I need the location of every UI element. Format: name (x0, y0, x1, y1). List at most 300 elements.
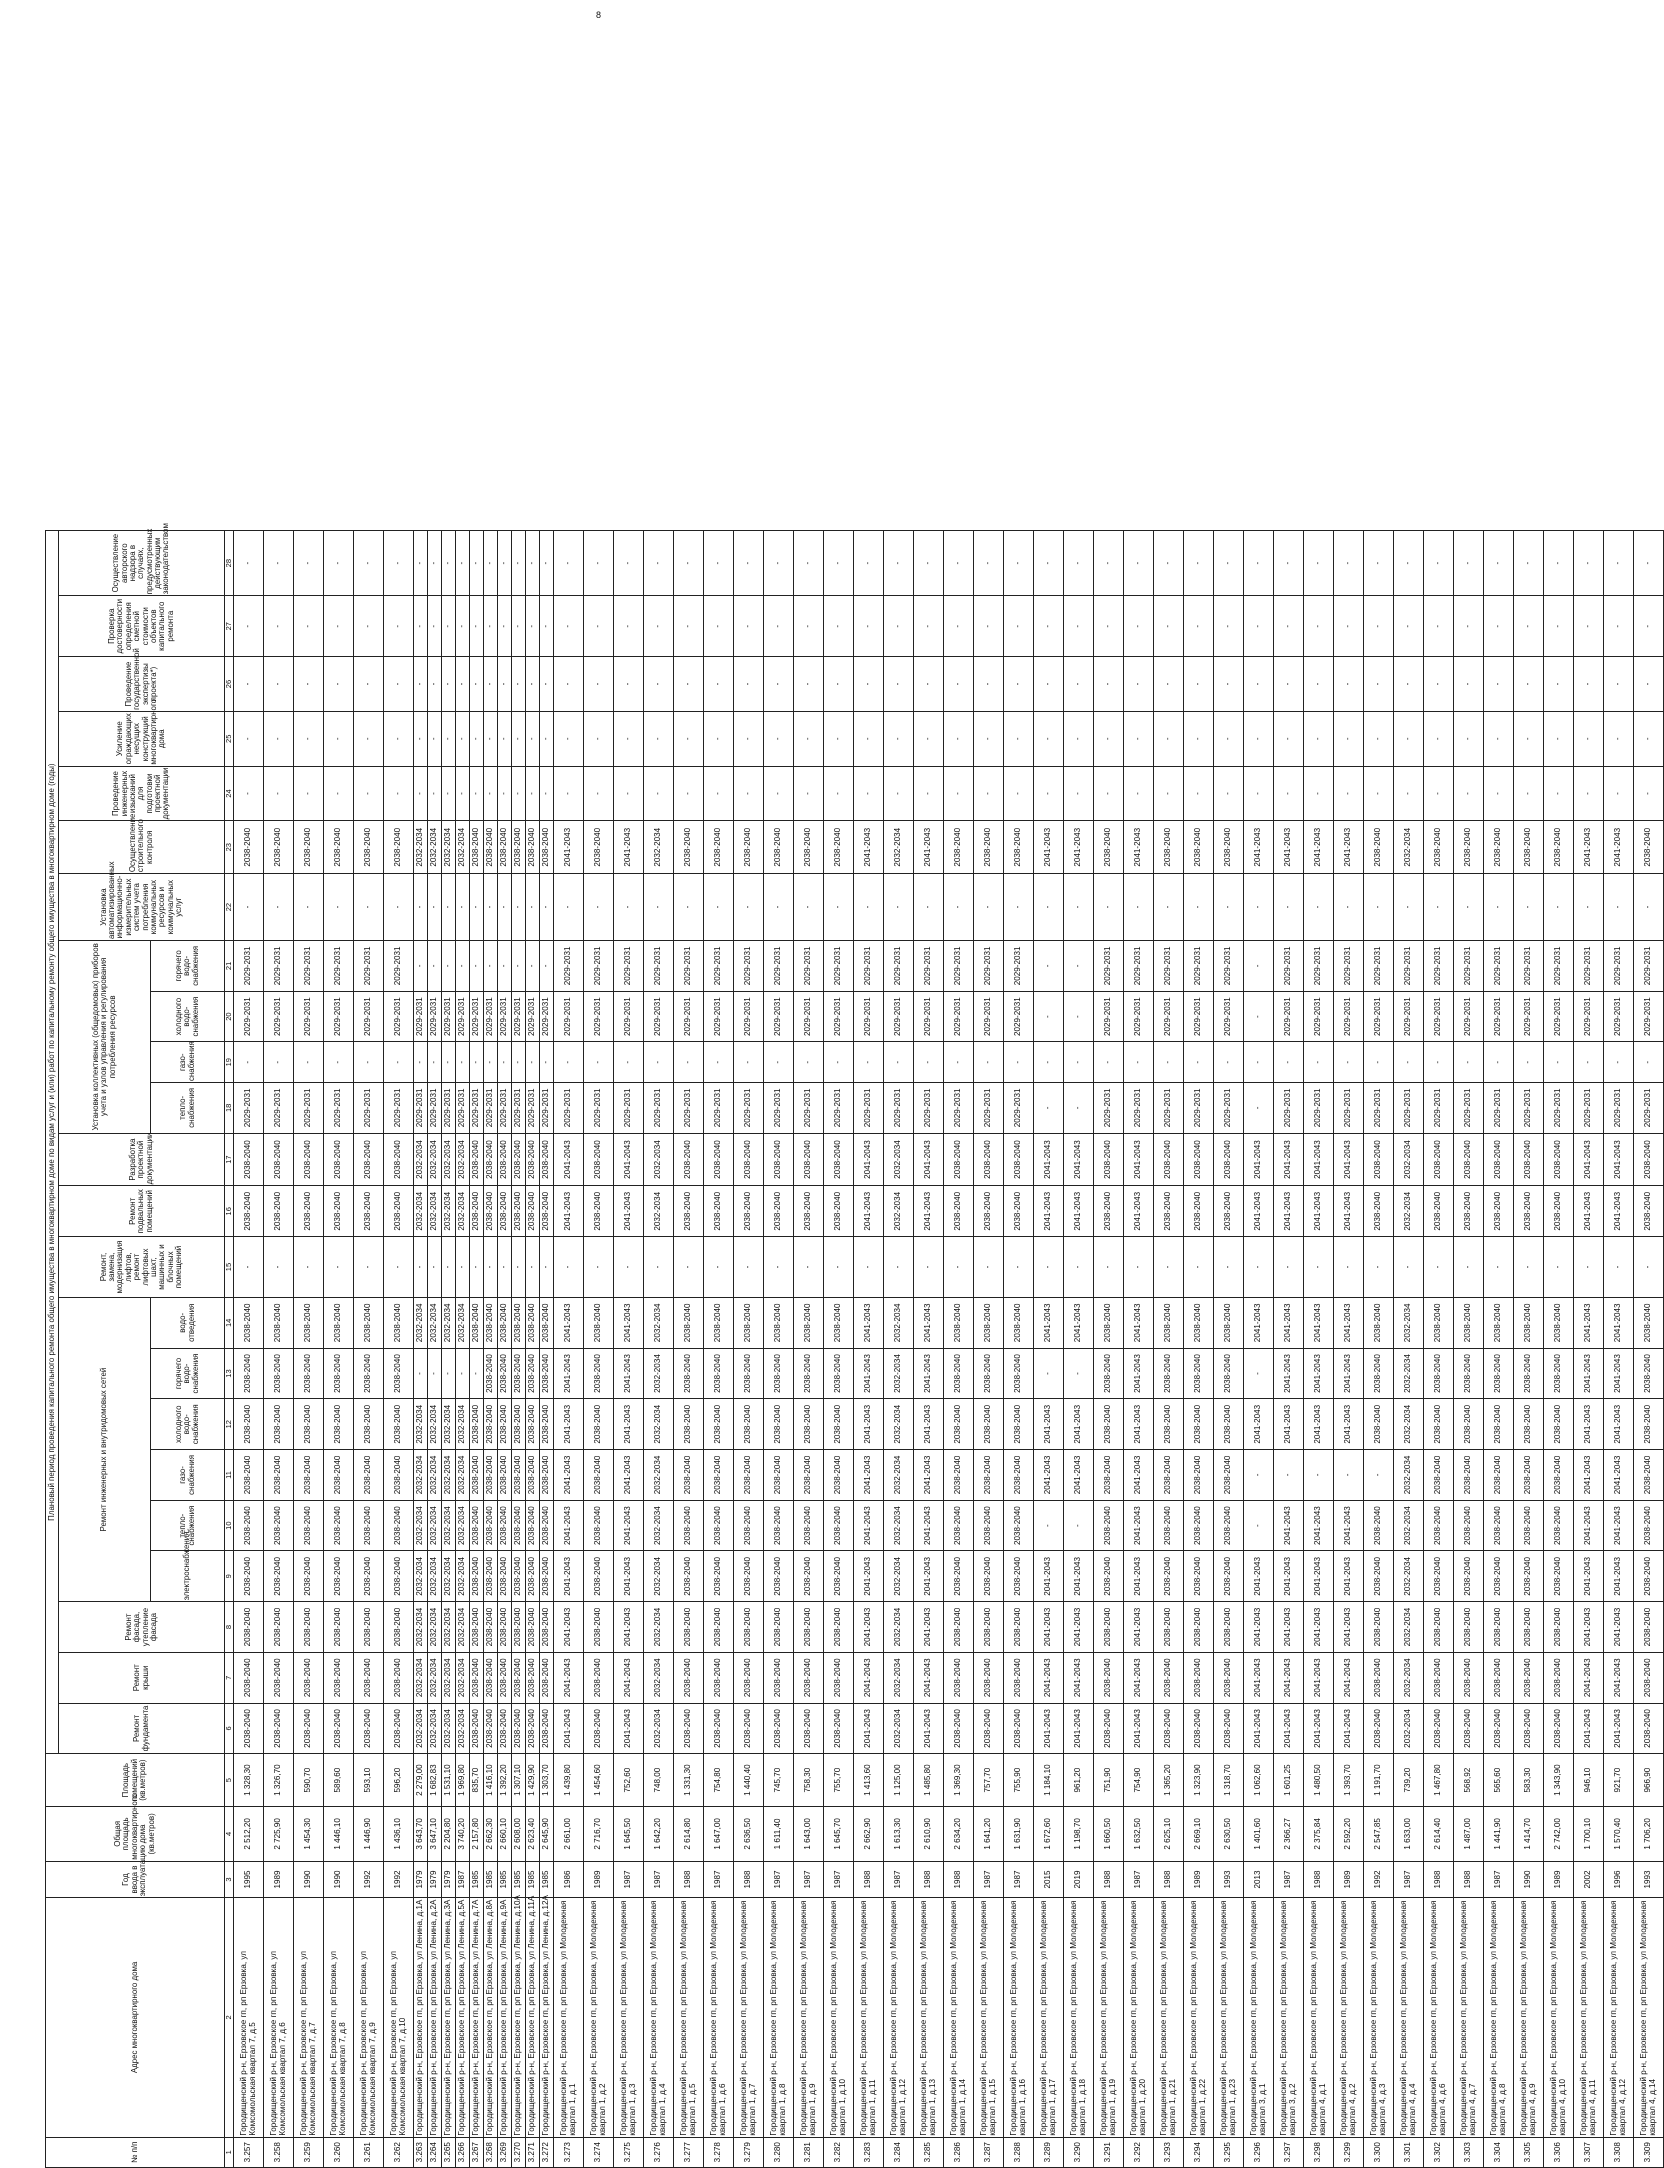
row-number: 3.259 (294, 2137, 324, 2167)
table-cell: 2041-2043 (1304, 1652, 1334, 1703)
header-foundation: Ремонт фундамента (59, 1703, 225, 1754)
table-cell: 2038-2040 (1184, 1602, 1214, 1653)
header-year: Год ввода в эксплуатацию (46, 1861, 225, 1898)
table-cell: 2032-2034 (1394, 821, 1424, 874)
table-cell: 2038-2040 (1514, 1652, 1544, 1703)
table-cell: 2041-2043 (614, 1348, 644, 1399)
table-cell: 2032-2034 (428, 1703, 442, 1754)
table-cell: 2029-2031 (1514, 941, 1544, 992)
table-cell: - (644, 1042, 674, 1083)
table-row (442, 531, 456, 2168)
table-cell: 1 414,70 (1514, 1807, 1544, 1862)
table-cell: 2029-2031 (264, 1083, 294, 1134)
table-cell: 2038-2040 (1484, 1450, 1514, 1501)
table-cell: 2041-2043 (1064, 1186, 1094, 1237)
table-cell: 2032-2034 (884, 1652, 914, 1703)
table-cell: 2041-2043 (1334, 1133, 1364, 1186)
row-number: 3.279 (734, 2137, 764, 2167)
table-cell: 2038-2040 (324, 1500, 354, 1551)
table-cell: 2032-2034 (442, 1186, 456, 1237)
table-cell: - (1364, 874, 1394, 941)
table-cell: 2041-2043 (1124, 1652, 1154, 1703)
table-cell: - (1154, 531, 1184, 596)
row-number: 3.257 (234, 2137, 264, 2167)
table-cell: 2041-2043 (1304, 1551, 1334, 1602)
table-cell: 2038-2040 (974, 1186, 1004, 1237)
row-address: Городищенский р-н, Ерзовское гп, рп Ерзовка, ул Ленина, д.11А (526, 1898, 540, 2137)
table-cell: 2029-2031 (614, 941, 644, 992)
table-cell: 2038-2040 (944, 1399, 974, 1450)
table-cell: - (1154, 711, 1184, 766)
table-cell: 2038-2040 (324, 1602, 354, 1653)
table-cell: 2029-2031 (884, 1083, 914, 1134)
table-body (234, 531, 1664, 2168)
table-cell: - (234, 596, 264, 657)
table-cell: 2029-2031 (498, 1083, 512, 1134)
table-cell: 1 641,20 (974, 1807, 1004, 1862)
table-cell: 2029-2031 (1394, 1083, 1424, 1134)
table-cell: 2038-2040 (1214, 821, 1244, 874)
table-cell: 2032-2034 (1394, 1348, 1424, 1399)
table-cell: 2029-2031 (294, 941, 324, 992)
table-cell: - (540, 531, 554, 596)
table-cell: - (1064, 766, 1094, 821)
table-cell: 2029-2031 (1394, 991, 1424, 1042)
table-cell: 2038-2040 (354, 1399, 384, 1450)
table-cell: 1993 (1214, 1861, 1244, 1898)
table-row (674, 531, 704, 2168)
table-cell: 1 307,10 (512, 1754, 526, 1807)
table-cell: - (1094, 1237, 1124, 1298)
table-cell: 2032-2034 (644, 821, 674, 874)
header-meter-cold: холодного водо-снабжения (151, 991, 225, 1042)
table-cell: - (324, 531, 354, 596)
table-cell: - (1274, 596, 1304, 657)
table-cell: 2029-2031 (674, 941, 704, 992)
table-cell: 2038-2040 (498, 1703, 512, 1754)
table-cell: - (1244, 711, 1274, 766)
table-cell: 2041-2043 (914, 1500, 944, 1551)
table-cell: 2038-2040 (1184, 821, 1214, 874)
table-cell: 2038-2040 (294, 1186, 324, 1237)
table-cell: - (944, 874, 974, 941)
table-cell: 2038-2040 (498, 1500, 512, 1551)
table-cell: 2041-2043 (1034, 1399, 1064, 1450)
table-cell: - (974, 874, 1004, 941)
table-cell: 2038-2040 (824, 821, 854, 874)
header-meter-heat: тепло-снабжения (151, 1083, 225, 1134)
table-cell: - (1064, 1042, 1094, 1083)
table-cell: - (944, 657, 974, 712)
table-cell: 2029-2031 (614, 991, 644, 1042)
table-cell: 2029-2031 (1124, 991, 1154, 1042)
table-cell: - (554, 711, 584, 766)
table-cell: 2032-2034 (414, 1399, 428, 1450)
table-cell: - (1484, 596, 1514, 657)
table-cell: 2041-2043 (1274, 1399, 1304, 1450)
table-cell: 2038-2040 (526, 1500, 540, 1551)
table-cell: 2041-2043 (1574, 1133, 1604, 1186)
table-cell: 2038-2040 (484, 1703, 498, 1754)
table-cell: 2029-2031 (264, 941, 294, 992)
table-cell: - (974, 1237, 1004, 1298)
table-cell: - (1184, 531, 1214, 596)
table-cell: 2029-2031 (1094, 941, 1124, 992)
table-cell: 2029-2031 (294, 991, 324, 1042)
table-cell: 2038-2040 (1544, 1133, 1574, 1186)
table-cell: 2038-2040 (540, 821, 554, 874)
table-cell: 2038-2040 (264, 1399, 294, 1450)
table-cell: 835,70 (470, 1754, 484, 1807)
table-cell: 2038-2040 (824, 1703, 854, 1754)
table-cell: - (1514, 531, 1544, 596)
table-cell: - (540, 941, 554, 992)
table-cell: 2 662,90 (854, 1807, 884, 1862)
table-cell: 2038-2040 (498, 1297, 512, 1348)
table-cell: - (526, 941, 540, 992)
table-cell: 2038-2040 (1484, 1186, 1514, 1237)
table-cell: - (1334, 596, 1364, 657)
table-cell: 2038-2040 (1214, 1297, 1244, 1348)
table-cell: 2038-2040 (384, 821, 414, 874)
table-cell: 2041-2043 (1574, 1348, 1604, 1399)
table-cell: 2041-2043 (914, 1297, 944, 1348)
table-cell: - (512, 874, 526, 941)
table-cell: 2 614,80 (674, 1807, 704, 1862)
table-cell: 2038-2040 (1364, 1500, 1394, 1551)
table-cell: 2029-2031 (354, 991, 384, 1042)
table-cell: - (974, 766, 1004, 821)
table-row (484, 531, 498, 2168)
table-cell: 2041-2043 (1604, 1297, 1634, 1348)
table-cell: 2029-2031 (540, 1083, 554, 1134)
table-cell: 2038-2040 (526, 1652, 540, 1703)
table-cell: 2041-2043 (554, 821, 584, 874)
table-cell: 2038-2040 (354, 1551, 384, 1602)
table-cell: 2038-2040 (1154, 1133, 1184, 1186)
table-cell: 2038-2040 (1154, 1297, 1184, 1348)
table-cell: - (824, 1042, 854, 1083)
table-cell: 2032-2034 (428, 821, 442, 874)
table-cell: - (470, 657, 484, 712)
row-number: 3.297 (1274, 2137, 1304, 2167)
table-cell: 2029-2031 (794, 941, 824, 992)
table-cell: - (1334, 657, 1364, 712)
table-cell: 2029-2031 (442, 1083, 456, 1134)
table-cell: 2 716,70 (584, 1807, 614, 1862)
table-cell: - (974, 711, 1004, 766)
table-cell: - (512, 657, 526, 712)
table-cell: - (1004, 657, 1034, 712)
table-cell: - (414, 1348, 428, 1399)
table-cell: - (794, 1237, 824, 1298)
table-cell: 2041-2043 (1034, 1551, 1064, 1602)
table-cell: - (428, 874, 442, 941)
table-cell: 2038-2040 (794, 1551, 824, 1602)
table-cell: 2038-2040 (1634, 1652, 1664, 1703)
table-cell: - (1064, 1348, 1094, 1399)
table-cell: 2032-2034 (644, 1399, 674, 1450)
table-cell: 2041-2043 (1034, 1703, 1064, 1754)
table-cell: - (1124, 596, 1154, 657)
table-cell: - (294, 657, 324, 712)
table-cell: 2038-2040 (1424, 1297, 1454, 1348)
table-cell: 2038-2040 (512, 1551, 526, 1602)
table-cell: 2038-2040 (1634, 1133, 1664, 1186)
table-cell: 2038-2040 (1364, 1186, 1394, 1237)
table-row (1634, 531, 1664, 2168)
row-number: 3.285 (914, 2137, 944, 2167)
table-cell: 2038-2040 (526, 1703, 540, 1754)
table-cell: 2038-2040 (294, 1297, 324, 1348)
table-cell: 1 328,30 (234, 1754, 264, 1807)
table-cell: - (614, 766, 644, 821)
table-cell: - (1484, 711, 1514, 766)
table-cell: 2038-2040 (234, 1399, 264, 1450)
table-cell: - (764, 766, 794, 821)
table-cell: 2041-2043 (1304, 1399, 1334, 1450)
table-cell: - (354, 596, 384, 657)
table-cell: - (854, 1042, 884, 1083)
table-cell: - (1184, 874, 1214, 941)
row-address: Городищенский р-н, Ерзовское гп, рп Ерзовка, ул Комсомольская квартал 7, д.7 (294, 1898, 324, 2137)
column-number: 7 (225, 1652, 234, 1703)
table-cell: 2038-2040 (324, 1133, 354, 1186)
table-cell: 2038-2040 (794, 1133, 824, 1186)
table-cell: 2038-2040 (764, 1297, 794, 1348)
table-cell: - (1034, 991, 1064, 1042)
table-cell: - (734, 1237, 764, 1298)
table-cell: - (294, 874, 324, 941)
table-cell: - (1514, 1237, 1544, 1298)
table-cell: 2041-2043 (1604, 1186, 1634, 1237)
table-cell: 2038-2040 (1544, 1348, 1574, 1399)
table-cell: - (554, 1042, 584, 1083)
table-cell: 2038-2040 (484, 1399, 498, 1450)
table-cell: 2038-2040 (324, 1297, 354, 1348)
table-cell: - (1244, 657, 1274, 712)
table-cell: - (1274, 874, 1304, 941)
table-cell: - (484, 874, 498, 941)
table-cell: 2029-2031 (456, 1083, 470, 1134)
table-cell: 1 487,00 (1454, 1807, 1484, 1862)
table-cell: - (456, 941, 470, 992)
table-cell: - (584, 596, 614, 657)
table-cell: - (384, 531, 414, 596)
table-cell: 2038-2040 (234, 1652, 264, 1703)
table-cell: 2029-2031 (354, 1083, 384, 1134)
table-cell: 2038-2040 (764, 1133, 794, 1186)
table-cell: 2029-2031 (554, 991, 584, 1042)
table-cell: - (1604, 1237, 1634, 1298)
table-cell: 2 662,30 (484, 1807, 498, 1862)
table-cell: - (294, 1042, 324, 1083)
table-cell: 2038-2040 (526, 1297, 540, 1348)
column-number: 2 (225, 1898, 234, 2137)
table-cell: - (584, 711, 614, 766)
table-cell: 2038-2040 (324, 1348, 354, 1399)
table-cell: 2038-2040 (1154, 1652, 1184, 1703)
table-cell: - (1214, 531, 1244, 596)
table-cell: 2038-2040 (1514, 1703, 1544, 1754)
table-cell: - (1244, 596, 1274, 657)
table-cell: - (1574, 531, 1604, 596)
table-cell: - (1424, 874, 1454, 941)
table-cell: 1985 (484, 1861, 498, 1898)
table-cell: 2038-2040 (540, 1186, 554, 1237)
table-cell: 2041-2043 (1304, 1297, 1334, 1348)
table-cell: - (1424, 657, 1454, 712)
table-cell: - (1274, 1450, 1304, 1501)
table-cell: - (526, 596, 540, 657)
table-cell: 2041-2043 (1604, 1399, 1634, 1450)
table-cell: 2038-2040 (526, 1399, 540, 1450)
table-row (764, 531, 794, 2168)
table-row (884, 531, 914, 2168)
table-cell: 2038-2040 (294, 1450, 324, 1501)
table-cell: 2038-2040 (764, 1551, 794, 1602)
table-cell: - (944, 711, 974, 766)
table-cell: 2038-2040 (1004, 821, 1034, 874)
table-cell: - (294, 766, 324, 821)
table-cell: 3 740,20 (456, 1807, 470, 1862)
table-cell: - (1004, 596, 1034, 657)
table-cell: 2032-2034 (414, 1551, 428, 1602)
table-cell: 2032-2034 (884, 1133, 914, 1186)
table-cell: 2038-2040 (512, 1186, 526, 1237)
table-cell: - (264, 1042, 294, 1083)
table-cell: 2041-2043 (1574, 821, 1604, 874)
row-number: 3.300 (1364, 2137, 1394, 2167)
table-cell: 2038-2040 (294, 1703, 324, 1754)
table-cell: 1988 (734, 1861, 764, 1898)
table-cell: 1 343,90 (1544, 1754, 1574, 1807)
table-cell: 2038-2040 (1364, 1348, 1394, 1399)
table-cell: 2029-2031 (540, 991, 554, 1042)
table-cell: - (1394, 711, 1424, 766)
table-cell: 2041-2043 (1334, 821, 1364, 874)
row-address: Городищенский р-н, Ерзовское гп, рп Ерзовка, ул Молодежная квартал 4, д.11 (1574, 1898, 1604, 2137)
table-cell: - (1244, 1500, 1274, 1551)
table-cell: - (1274, 531, 1304, 596)
table-cell: 2032-2034 (884, 1500, 914, 1551)
table-cell: 2029-2031 (704, 1083, 734, 1134)
table-cell: 2029-2031 (554, 1083, 584, 1134)
row-number: 3.261 (354, 2137, 384, 2167)
table-cell: 1987 (1394, 1861, 1424, 1898)
table-cell: 2038-2040 (512, 1297, 526, 1348)
table-cell: - (1034, 874, 1064, 941)
row-number: 3.276 (644, 2137, 674, 2167)
table-cell: 2038-2040 (1214, 1602, 1244, 1653)
table-cell: - (384, 711, 414, 766)
table-cell: 1987 (764, 1861, 794, 1898)
table-cell: 2032-2034 (442, 1297, 456, 1348)
table-cell: 568,92 (1454, 1754, 1484, 1807)
column-number: 11 (225, 1450, 234, 1501)
table-cell: 2041-2043 (1574, 1450, 1604, 1501)
row-address: Городищенский р-н, Ерзовское гп, рп Ерзовка, ул Молодежная квартал 4, д.3 (1364, 1898, 1394, 2137)
table-cell: 1989 (1184, 1861, 1214, 1898)
table-cell: 2038-2040 (1004, 1450, 1034, 1501)
table-cell: 1989 (1544, 1861, 1574, 1898)
table-cell: 2041-2043 (1244, 1551, 1274, 1602)
table-cell: 2038-2040 (584, 1450, 614, 1501)
table-cell: 1979 (428, 1861, 442, 1898)
table-cell: 2041-2043 (1064, 1551, 1094, 1602)
table-cell: 2038-2040 (324, 1551, 354, 1602)
table-cell: 1987 (1274, 1861, 1304, 1898)
table-cell: 2041-2043 (614, 1703, 644, 1754)
table-cell: 2038-2040 (1184, 1348, 1214, 1399)
table-cell: 2029-2031 (324, 991, 354, 1042)
table-cell: 2029-2031 (1454, 1083, 1484, 1134)
table-row (704, 531, 734, 2168)
table-cell: - (584, 531, 614, 596)
table-cell: - (1334, 1237, 1364, 1298)
table-cell: 2038-2040 (1364, 1133, 1394, 1186)
table-cell: 2038-2040 (1214, 1450, 1244, 1501)
table-cell: - (1214, 874, 1244, 941)
table-cell: 2038-2040 (1004, 1551, 1034, 1602)
table-cell: 2032-2034 (456, 1652, 470, 1703)
table-cell: 2038-2040 (1424, 1399, 1454, 1450)
header-basement: Ремонт подвальных помещений (59, 1186, 225, 1237)
table-cell: 2032-2034 (456, 1297, 470, 1348)
table-cell: - (644, 766, 674, 821)
table-cell: 2041-2043 (1244, 1399, 1274, 1450)
table-cell: 2041-2043 (614, 1297, 644, 1348)
table-cell: 1 365,20 (1154, 1754, 1184, 1807)
table-cell: - (1274, 1042, 1304, 1083)
table-cell: 2029-2031 (1334, 991, 1364, 1042)
table-cell: 2041-2043 (1064, 1399, 1094, 1450)
row-address: Городищенский р-н, Ерзовское гп, рп Ерзовка, ул Молодежная квартал 1, д.13 (914, 1898, 944, 2137)
table-cell: 1 191,70 (1364, 1754, 1394, 1807)
table-cell: 1 672,60 (1034, 1807, 1064, 1862)
table-cell: 2041-2043 (1274, 1652, 1304, 1703)
table-cell: 2038-2040 (1214, 1652, 1244, 1703)
table-cell: - (1034, 766, 1064, 821)
table-cell: 1988 (914, 1861, 944, 1898)
table-cell: 2038-2040 (234, 1186, 264, 1237)
table-cell: 2029-2031 (974, 991, 1004, 1042)
table-cell: 2041-2043 (614, 1133, 644, 1186)
table-row (794, 531, 824, 2168)
table-cell: - (1424, 596, 1454, 657)
column-number: 27 (225, 596, 234, 657)
table-cell: 2038-2040 (1484, 1399, 1514, 1450)
capital-repair-table (45, 523, 1664, 2168)
table-cell: 2038-2040 (944, 821, 974, 874)
table-cell: 2041-2043 (914, 1703, 944, 1754)
table-cell: 2041-2043 (854, 1297, 884, 1348)
table-cell: 2038-2040 (1094, 1703, 1124, 1754)
table-cell: - (484, 1237, 498, 1298)
row-address: Городищенский р-н, Ерзовское гп, рп Ерзовка, ул Молодежная квартал 1, д.5 (674, 1898, 704, 2137)
table-cell: - (1154, 874, 1184, 941)
table-cell: 2029-2031 (234, 991, 264, 1042)
table-cell: 2038-2040 (470, 1500, 484, 1551)
table-cell: 2029-2031 (1214, 941, 1244, 992)
table-cell: - (1244, 766, 1274, 821)
table-cell: 2038-2040 (1514, 1551, 1544, 1602)
table-cell: 2038-2040 (944, 1602, 974, 1653)
table-cell: - (234, 874, 264, 941)
table-cell: 2038-2040 (764, 1703, 794, 1754)
row-number: 3.280 (764, 2137, 794, 2167)
table-cell: - (1214, 596, 1244, 657)
